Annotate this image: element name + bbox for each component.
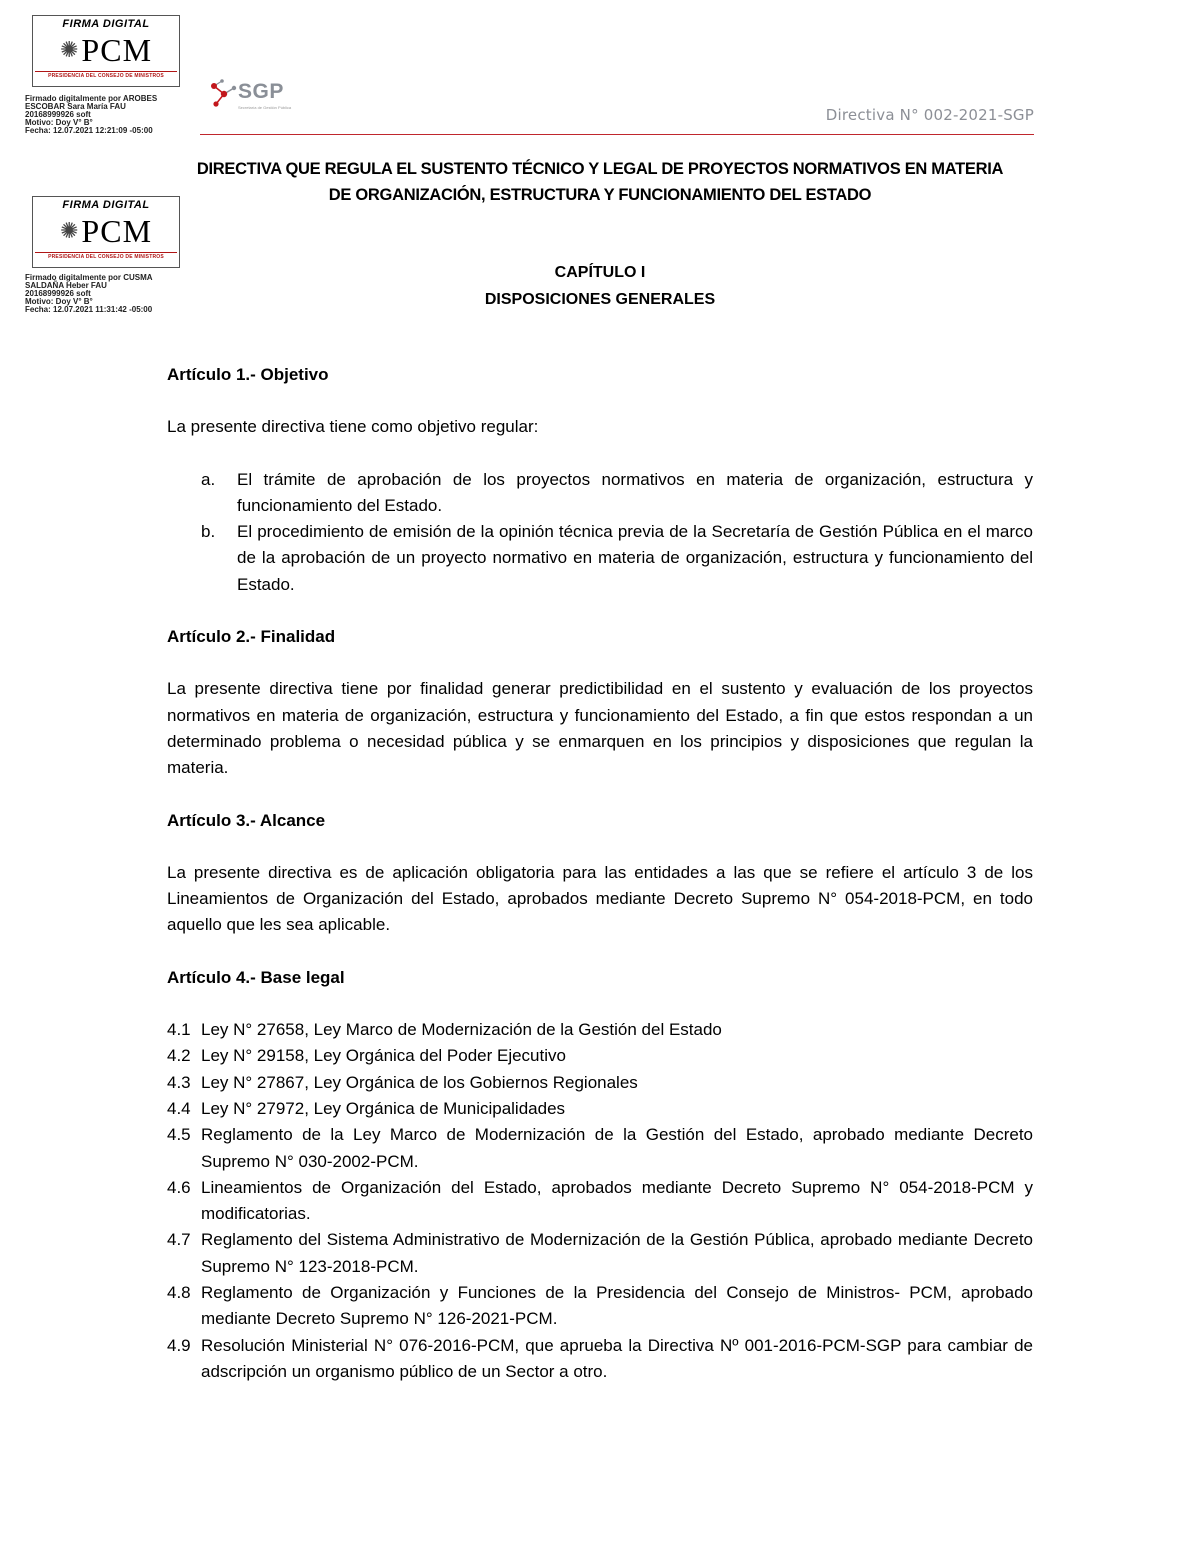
list-item-text: Resolución Ministerial N° 076-2016-PCM, que aprueba la Directiva Nº 001-2016-PCM-SGP para cambiar de adscripción un organismo público de un Sector a otro. xyxy=(201,1335,1033,1381)
document-body xyxy=(167,362,1033,1385)
sgp-wordmark: SGP xyxy=(238,80,284,103)
signature-line: ESCOBAR Sara María FAU xyxy=(25,102,126,111)
list-item-text: El trámite de aprobación de los proyectos normativos en materia de organización, estructura y funcionamiento del Estado. xyxy=(237,469,1033,515)
pcm-logo: ✺PCM xyxy=(59,213,153,249)
signature-line: Fecha: 12.07.2021 12:21:09 -05:00 xyxy=(25,126,153,135)
list-item xyxy=(167,1070,1033,1096)
signature-details-2 xyxy=(25,274,190,314)
list-item-label: a. xyxy=(201,469,216,489)
article-4-heading: Artículo 4.- Base legal xyxy=(167,967,345,987)
list-item-label: 4.9 xyxy=(167,1335,191,1355)
list-item-text: Reglamento de Organización y Funciones de la Presidencia del Consejo de Ministros- PCM, aprobado mediante Decreto Supremo N° 126-2021-PCM. xyxy=(201,1283,1033,1329)
signature-line: Firmado digitalmente por AROBES xyxy=(25,94,158,103)
article-2-text: La presente directiva tiene por finalidad generar predictibilidad en el sustento y evaluación de los proyectos normativos en materia de organización, estructura y funcionamiento del Estado, a fin que estos respondan a un determinado problema o necesidad pública y se enmarquen en los principios y disposiciones que regulan la materia. xyxy=(167,679,1033,778)
sgp-subtitle: Secretaría de Gestión Pública xyxy=(238,105,292,110)
list-item-text: El procedimiento de emisión de la opinión técnica previa de la Secretaría de Gestión Pública en el marco de la aprobación de un proyecto normativo en materia de organización, estructura y funcionamiento del Estado. xyxy=(237,522,1033,594)
list-item xyxy=(167,1227,1033,1280)
stamp-institution: PRESIDENCIA DEL CONSEJO DE MINISTROS xyxy=(35,71,177,81)
list-item-text: Ley N° 27658, Ley Marco de Modernización de la Gestión del Estado xyxy=(201,1020,722,1040)
chapter-name: DISPOSICIONES GENERALES xyxy=(484,291,716,308)
signature-line: 20168999926 soft xyxy=(25,110,91,119)
list-item-text: Lineamientos de Organización del Estado, aprobados mediante Decreto Supremo N° 054-2018-PCM y modificatorias. xyxy=(201,1177,1033,1224)
list-item-label: 4.2 xyxy=(167,1046,191,1066)
stamp-institution: PRESIDENCIA DEL CONSEJO DE MINISTROS xyxy=(35,252,177,262)
list-item xyxy=(167,1333,1033,1386)
list-item xyxy=(167,1096,1033,1122)
list-item-label: 4.5 xyxy=(167,1125,191,1145)
list-item-label: 4.4 xyxy=(167,1098,191,1118)
sgp-network-icon xyxy=(210,78,240,110)
chapter-number: CAPÍTULO I xyxy=(554,264,646,281)
list-item xyxy=(167,1017,1033,1043)
signature-line: Firmado digitalmente por CUSMA xyxy=(25,273,153,282)
document-title xyxy=(160,156,1040,208)
title-line: DIRECTIVA QUE REGULA EL SUSTENTO TÉCNICO Y LEGAL DE PROYECTOS NORMATIVOS EN MATERIA xyxy=(196,160,1004,178)
signature-line: Motivo: Doy V° B° xyxy=(25,118,93,127)
stamp-title: FIRMA DIGITAL xyxy=(62,199,150,211)
sgp-logo xyxy=(210,78,300,112)
stamp-title: FIRMA DIGITAL xyxy=(62,18,150,30)
list-item xyxy=(167,1043,1033,1069)
chapter-heading xyxy=(400,259,800,313)
list-item-label: 4.6 xyxy=(167,1177,191,1197)
list-item xyxy=(167,1280,1033,1333)
list-item xyxy=(167,1122,1033,1175)
list-item-label: b. xyxy=(201,522,216,542)
signature-line: SALDAÑA Heber FAU xyxy=(25,281,107,290)
list-item-text: Reglamento de la Ley Marco de Modernización de la Gestión del Estado, aprobado mediante Decreto Supremo N° 030-2002-PCM. xyxy=(201,1125,1033,1171)
signature-line: Fecha: 12.07.2021 11:31:42 -05:00 xyxy=(25,305,153,314)
list-item-label: 4.8 xyxy=(167,1283,191,1303)
list-item-text: Reglamento del Sistema Administrativo de Modernización de la Gestión Pública, aprobado mediante Decreto Supremo N° 123-2018-PCM. xyxy=(201,1230,1033,1276)
article-3-text: La presente directiva es de aplicación obligatoria para las entidades a las que se refiere el artículo 3 de los Lineamientos de Organización del Estado, aprobados mediante Decreto Supremo N° 054-2018-PCM, en todo aquello que les sea aplicable. xyxy=(167,862,1033,935)
article-3-heading: Artículo 3.- Alcance xyxy=(167,810,326,830)
digital-signature-stamp-1 xyxy=(32,15,180,87)
article-1-heading: Artículo 1.- Objetivo xyxy=(167,365,329,384)
emblem-icon: ✺ xyxy=(59,37,80,62)
pcm-logo: ✺PCM xyxy=(59,32,153,68)
list-item xyxy=(167,519,1033,598)
list-item xyxy=(167,1175,1033,1228)
signature-line: 20168999926 soft xyxy=(25,289,91,298)
list-item-text: Ley N° 27972, Ley Orgánica de Municipalidades xyxy=(201,1098,566,1118)
article-2-heading: Artículo 2.- Finalidad xyxy=(167,627,336,647)
list-item-text: Ley N° 27867, Ley Orgánica de los Gobiernos Regionales xyxy=(201,1072,638,1092)
directive-reference: Directiva N° 002-2021-SGP xyxy=(825,106,1034,124)
list-item xyxy=(167,467,1033,520)
article-1-intro: La presente directiva tiene como objetivo regular: xyxy=(167,417,539,437)
digital-signature-stamp-2 xyxy=(32,196,180,268)
title-line: DE ORGANIZACIÓN, ESTRUCTURA Y FUNCIONAMIENTO DEL ESTADO xyxy=(328,186,872,204)
list-item-label: 4.3 xyxy=(167,1072,191,1092)
list-item-label: 4.7 xyxy=(167,1230,191,1250)
signature-line: Motivo: Doy V° B° xyxy=(25,297,93,306)
header-divider xyxy=(200,134,1034,135)
signature-details-1 xyxy=(25,95,190,135)
list-item-label: 4.1 xyxy=(167,1020,191,1040)
emblem-icon: ✺ xyxy=(59,218,80,243)
list-item-text: Ley N° 29158, Ley Orgánica del Poder Ejecutivo xyxy=(201,1046,566,1066)
